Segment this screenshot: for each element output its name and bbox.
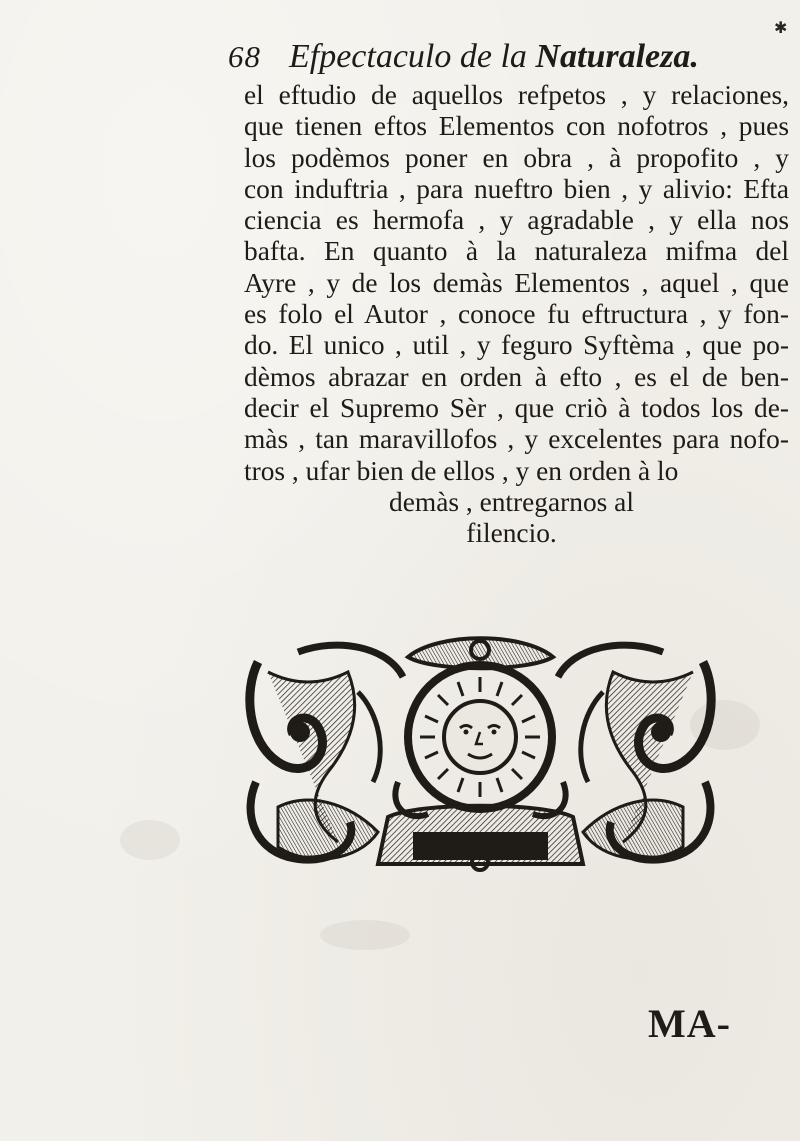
body-text <box>244 80 789 549</box>
text-line: Ayre , y de los demàs Elementos , aquel , que <box>244 267 789 298</box>
text-line: dèmos abrazar en orden à efto , es el de ben- <box>244 361 789 392</box>
text-line: màs , tan maravillofos , y excelentes para nofo- <box>244 424 789 455</box>
running-title-part: Efpectaculo <box>289 38 452 75</box>
paper-stain <box>320 920 410 950</box>
text-line: los podèmos poner en obra , à propofito , y <box>244 142 789 173</box>
text-line: ciencia es hermofa , y agradable , y ella nos <box>244 205 789 236</box>
text-line: el eftudio de aquellos refpetos , y relaciones, <box>244 80 789 110</box>
text-line: demàs , entregarnos al <box>389 486 634 517</box>
paper-stain <box>120 820 180 860</box>
sun-face <box>408 665 552 809</box>
corner-mark-icon: ✱ <box>774 18 788 37</box>
running-head <box>228 38 728 82</box>
text-line: con induftria , para nueftro bien , y alivio: Efta <box>244 173 789 204</box>
sun-face-cartouche-icon <box>238 632 723 879</box>
text-line: filencio. <box>466 518 557 549</box>
text-line: que tienen eftos Elementos con nofotros , pues <box>244 111 789 142</box>
text-line: tros , ufar bien de ellos , y en orden à lo <box>244 455 679 486</box>
running-title-part: de la <box>459 38 527 75</box>
running-title-part: Naturaleza. <box>535 38 699 75</box>
running-title <box>289 38 699 76</box>
text-line: bafta. En quanto à la naturaleza mifma del <box>244 236 789 267</box>
ornament-scrolls-right <box>558 645 711 860</box>
text-line: do. El unico , util , y feguro Syftèma , que po- <box>244 330 789 361</box>
ornament-scrolls-left <box>250 645 403 860</box>
text-line: es folo el Autor , conoce fu eftructura , y fon- <box>244 299 789 330</box>
catchword: MA- <box>648 1001 731 1046</box>
text-line: decir el Supremo Sèr , que criò à todos los de- <box>244 392 789 423</box>
page-number: 68 <box>228 39 261 74</box>
